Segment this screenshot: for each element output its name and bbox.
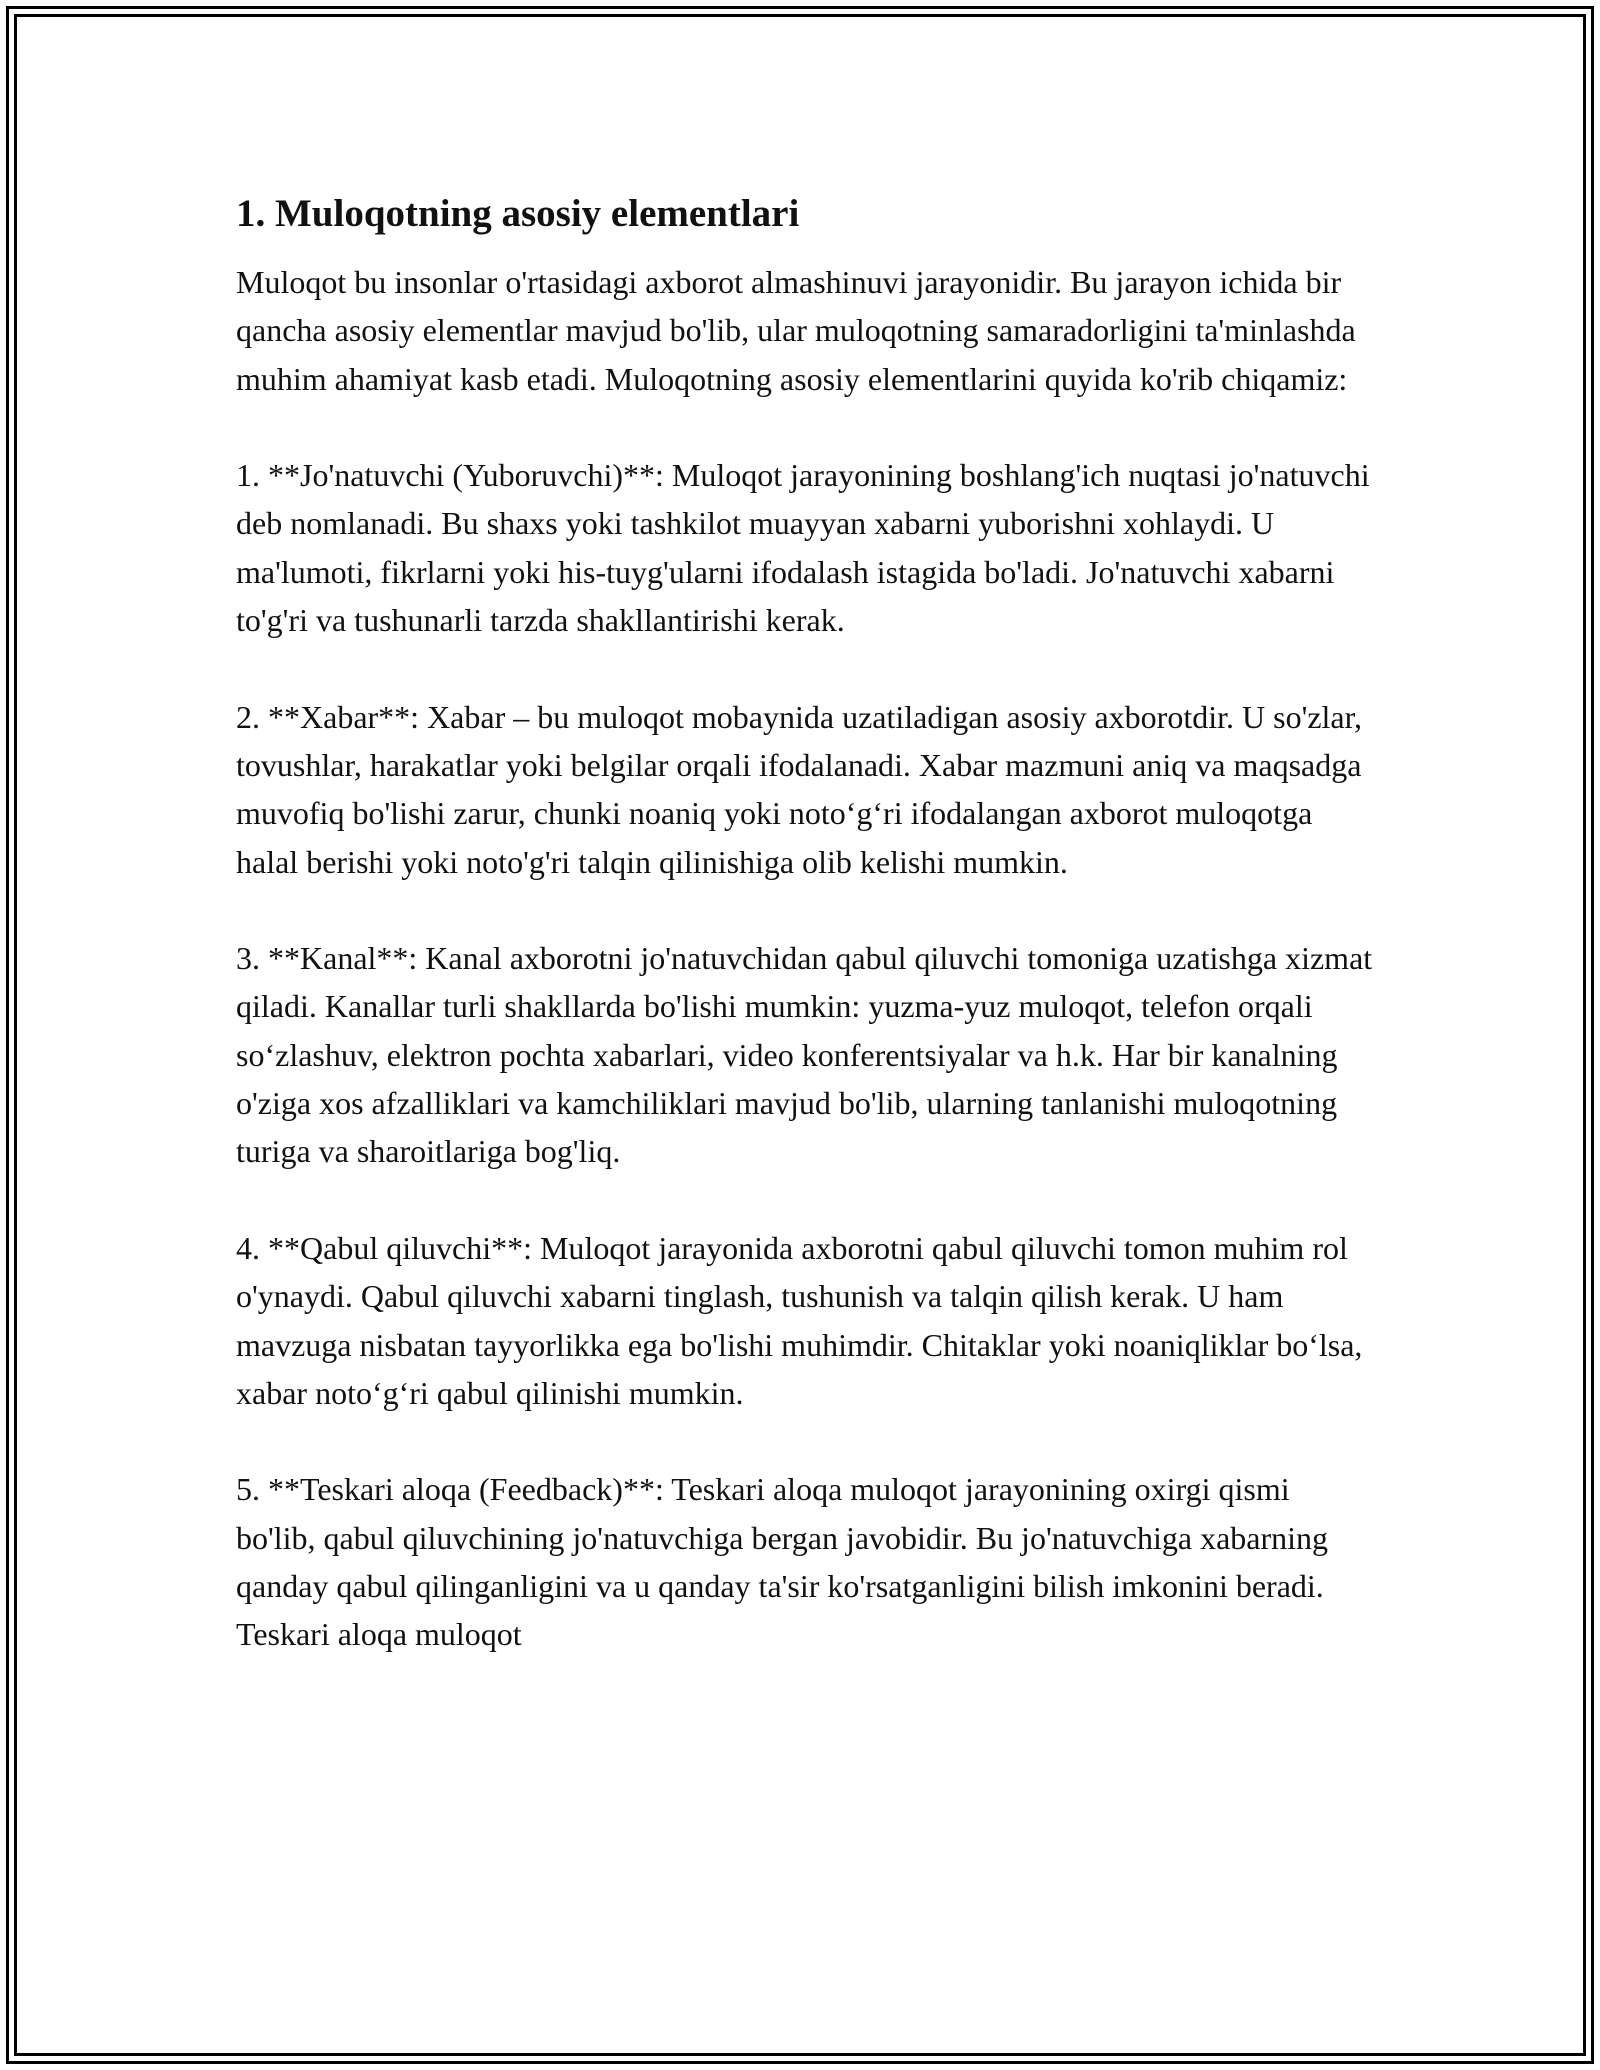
- paragraph-sender: 1. **Jo'natuvchi (Yuboruvchi)**: Muloqot jarayonining boshlang'ich nuqtasi jo'natuvchi deb nomlanadi. Bu shaxs yoki tashkilot muayyan xabarni yuborishni xohlaydi. U ma'lumoti, fikrlarni yoki his-tuyg'ularni ifodalash istagida bo'ladi. Jo'natuvchi xabarni to'g'ri va tushunarli tarzda shakllantirishi kerak.: [236, 457, 1370, 639]
- intro-paragraph: Muloqot bu insonlar o'rtasidagi axborot almashinuvi jarayonidir. Bu jarayon ichida bir qancha asosiy elementlar mavjud bo'lib, ular muloqotning samaradorligini ta'minlashda muhim ahamiyat kasb etadi. Muloqotning asosiy elementlarini quyida ko'rib chiqamiz:: [236, 264, 1356, 397]
- paragraph-channel: 3. **Kanal**: Kanal axborotni jo'natuvchidan qabul qiluvchi tomoniga uzatishga xizmat qiladi. Kanallar turli shakllarda bo'lishi mumkin: yuzma-yuz muloqot, telefon orqali so‘zlashuv, elektron pochta xabarlari, video konferentsiyalar va h.k. Har bir kanalning o'ziga xos afzalliklari va kamchiliklari mavjud bo'lib, ularning tanlanishi muloqotning turiga va sharoitlariga bog'liq.: [236, 940, 1373, 1170]
- paragraph-receiver: 4. **Qabul qiluvchi**: Muloqot jarayonida axborotni qabul qiluvchi tomon muhim rol o'ynaydi. Qabul qiluvchi xabarni tinglash, tushunish va talqin qilish kerak. U ham mavzuga nisbatan tayyorlikka ega bo'lishi muhimdir. Chitaklar yoki noaniqliklar bo‘lsa, xabar noto‘g‘ri qabul qilinishi mumkin.: [236, 1229, 1363, 1411]
- paragraph-message: 2. **Xabar**: Xabar – bu muloqot mobaynida uzatiladigan asosiy axborotdir. U so'zlar, tovushlar, harakatlar yoki belgilar orqali ifodalanadi. Xabar mazmuni aniq va maqsadga muvofiq bo'lishi zarur, chunki noaniq yoki noto‘g‘ri ifodalangan axborot muloqotga halal berishi yoki noto'g'ri talqin qilinishiga olib kelishi mumkin.: [236, 698, 1362, 880]
- paragraph-feedback: 5. **Teskari aloqa (Feedback)**: Teskari aloqa muloqot jarayonining oxirgi qismi bo'lib, qabul qiluvchining jo'natuvchiga bergan javobidir. Bu jo'natuvchiga xabarning qanday qabul qilinganligini va u qanday ta'sir ko'rsatganligini bilish imkonini beradi. Teskari aloqa muloqot: [236, 1471, 1329, 1653]
- document-body: [236, 190, 1376, 1707]
- section-heading: 1. Muloqotning asosiy elementlari: [236, 192, 800, 235]
